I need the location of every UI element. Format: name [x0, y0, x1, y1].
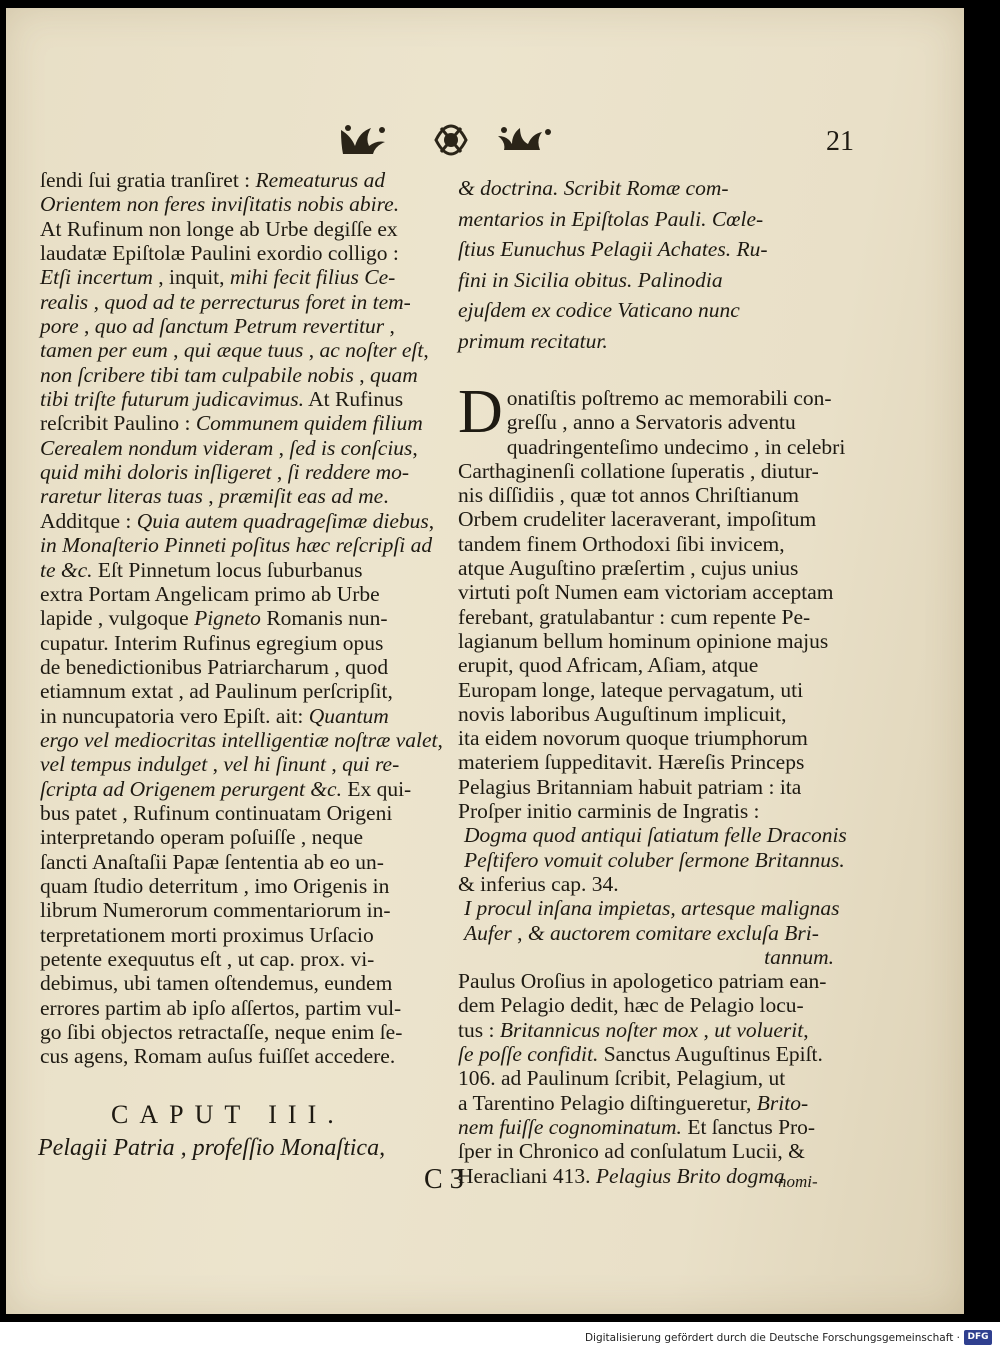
roman-text: quam ſtudio deterritum , imo Origenis in [40, 873, 390, 898]
roman-text: , [384, 314, 395, 339]
roman-text: terpretationem morti proximus Urſacio [40, 922, 374, 947]
text-line [40, 533, 433, 558]
italic-text: ſcripta ad Origenem perurgent &c. [40, 776, 342, 801]
roman-text: nis diſſidiis , quæ tot annos Chriſtianum [458, 483, 800, 508]
signature-mark: C 3 [424, 1164, 464, 1195]
roman-text: debimus, ubi tamen oſtendemus, eundem [40, 971, 393, 996]
roman-text: & inferius cap. 34. [458, 871, 619, 896]
italic-text: ejuſdem ex codice Vaticano nunc [458, 298, 740, 322]
italic-text: profeſſio Monaſtica [192, 1135, 380, 1161]
roman-text: interpretando operam poſuiſſe , neque [40, 825, 363, 850]
italic-text: tamen per eum [40, 338, 168, 363]
roman-text: cus agens, Romam auſus fuiſſet accedere. [40, 1044, 396, 1069]
roman-text: a Tarentino Pelagio diſtingueretur, [458, 1090, 757, 1115]
roman-text: atque Auguſtino præſertim , cujus unius [458, 556, 799, 581]
italic-text: Quia autem quadrageſimæ diebus [136, 508, 429, 533]
roman-text: Paulus Oroſius in apologetico patriam ean- [458, 969, 827, 994]
text-line [458, 969, 844, 993]
text-line [40, 338, 430, 362]
roman-text: , [271, 460, 288, 485]
text-line [458, 204, 844, 235]
italic-text: in Monaſterio Pinneti poſitus hæc reſcripſi ad [40, 533, 433, 558]
roman-text: Et ſanctus Pro- [681, 1114, 816, 1139]
italic-text: te &c. [40, 557, 93, 582]
italic-text: qui re- [342, 752, 400, 777]
page-number: 21 [826, 126, 854, 157]
roman-text: onatiſtis poſtremo ac memorabili con- [506, 386, 832, 410]
roman-text: At Rufinus [303, 387, 404, 412]
text-line [464, 823, 847, 848]
roman-text: , [273, 435, 290, 460]
italic-text: Britannicus noſter mox [499, 1017, 699, 1042]
text-line [458, 386, 844, 410]
roman-text: At Rufinum non longe ab Urbe degiſſe ex [40, 216, 398, 241]
italic-text: mentarios in Epiſtolas Pauli. Cœle- [458, 206, 764, 231]
roman-text: bus patet , Rufinum continuatam Origeni [40, 800, 393, 825]
text-line [458, 265, 844, 296]
text-line [458, 872, 844, 896]
roman-text: , [174, 1135, 193, 1161]
text-line [458, 295, 844, 326]
italic-text: non ſcribere tibi tam culpabile nobis [40, 362, 354, 387]
roman-text: librum Numerorum commentariorum in- [40, 898, 391, 923]
italic-text: tannum. [764, 944, 834, 969]
roman-text: , [303, 338, 320, 363]
italic-text: & doctrina. Scribit Romæ com- [458, 176, 729, 200]
text-line [40, 363, 430, 387]
roman-text: reſcribit Paulino : [40, 411, 196, 436]
text-line [40, 217, 430, 241]
text-line [458, 993, 844, 1017]
text-line [40, 265, 430, 289]
italic-text: fini in Sicilia obitus. Palinodia [458, 267, 723, 292]
text-line [40, 996, 430, 1020]
text-line [464, 921, 844, 945]
text-line [458, 556, 844, 580]
roman-text: , [78, 314, 95, 339]
text-line [458, 702, 844, 726]
roman-text: Romanis nun- [260, 606, 388, 631]
text-line [40, 436, 430, 460]
text-line [40, 971, 430, 995]
italic-text: ut voluerit [714, 1017, 804, 1042]
text-line [458, 678, 844, 702]
text-line [40, 290, 430, 314]
italic-text: Communem quidem filium [195, 411, 423, 436]
text-line [464, 896, 844, 920]
roman-text: petente exequutus eſt , ut cap. prox. vi- [40, 947, 375, 971]
text-line [40, 558, 430, 582]
text-line [40, 923, 430, 947]
text-line [40, 752, 430, 776]
roman-text: de benedictionibus Patriarcharum , quod [40, 654, 389, 679]
text-line [458, 326, 844, 357]
text-line [458, 1042, 844, 1066]
text-line [458, 234, 844, 265]
text-line [40, 947, 430, 971]
italic-text: Peſtifero vomuit coluber ſermone Britannus. [464, 847, 845, 872]
text-line [458, 410, 844, 434]
roman-text: Pelagius Britanniam habuit patriam : ita [458, 774, 802, 799]
roman-text: , [207, 752, 224, 777]
text-line [40, 727, 443, 752]
italic-text: ergo vel mediocritas intelligentiæ noſtræ valet [40, 727, 438, 752]
text-line [40, 241, 430, 265]
roman-text: errores partim ab ipſo aſſertos, partim vul- [40, 995, 402, 1020]
footer-credit: Digitalisierung gefördert durch die Deutsche Forschungsgemeinschaft · [584, 1332, 960, 1344]
text-line [458, 1091, 844, 1115]
roman-text: , [88, 289, 105, 314]
text-line [40, 801, 430, 825]
verse-quote-2-end [458, 945, 844, 969]
roman-text: Ex qui- [341, 776, 412, 801]
text-line [40, 655, 430, 679]
roman-text: , [428, 508, 435, 533]
roman-text: Sanctus Auguſtinus Epiſt. [598, 1042, 823, 1067]
italic-text: ſed is conſcius [289, 435, 413, 460]
text-line [40, 484, 430, 508]
text-line [464, 848, 844, 872]
italic-text: Orientem non feres inviſitatis nobis abire. [40, 192, 400, 217]
roman-text: , [167, 338, 184, 363]
text-line [40, 582, 430, 606]
dropcap: D [458, 378, 503, 446]
roman-text: , [698, 1017, 715, 1042]
text-line [458, 799, 844, 823]
roman-text: Additque : [40, 508, 137, 533]
text-line [38, 1136, 385, 1160]
italic-text: & auctorem comitare excluſa Bri- [527, 920, 819, 945]
italic-text: quam [370, 362, 418, 387]
text-line [458, 507, 844, 531]
text-line [458, 605, 844, 629]
text-line [458, 1018, 844, 1042]
italic-text: vel hi ſinunt [223, 752, 327, 777]
roman-text: ſendi ſui gratia tranſiret : [40, 168, 256, 192]
ornament-icon [336, 120, 566, 160]
roman-text: tus : [458, 1017, 500, 1042]
text-line [458, 1066, 844, 1090]
italic-text: mihi fecit filius Ce- [229, 265, 396, 290]
text-line [458, 483, 844, 507]
italic-text: nem fuiſſe cognominatum. [458, 1114, 682, 1139]
roman-text: virtuti poſt Numen eam victoriam acceptam [458, 580, 834, 605]
roman-text: extra Portam Angelicam primo ab Urbe [40, 581, 380, 606]
roman-text: , [379, 1135, 386, 1161]
roman-text: lapide , vulgoque [40, 606, 195, 631]
roman-text: Carthaginenſi collatione ſuperatis , diutur- [458, 458, 819, 483]
text-line [458, 1139, 844, 1163]
roman-text: Eſt Pinnetum locus ſuburbanus [92, 557, 363, 582]
text-line [40, 850, 430, 874]
roman-text: , [202, 484, 219, 509]
italic-text: I procul inſana impietas, artesque malignas [464, 896, 840, 921]
roman-text: etiamnum extat , ad Paulinum perſcripſit, [40, 679, 393, 704]
text-line [40, 704, 430, 728]
roman-text: Europam longe, lateque pervagatum, uti [458, 677, 804, 702]
italic-text: Quantum [308, 703, 389, 728]
roman-text: Heracliani 413. [458, 1163, 596, 1188]
italic-text: primum recitatur. [458, 328, 608, 353]
roman-text: , [423, 338, 429, 363]
roman-text: , [412, 435, 418, 460]
italic-text: qui æque tuus [183, 338, 304, 363]
roman-text: 106. ad Paulinum ſcribit, Pelagium, ut [458, 1066, 786, 1091]
roman-text: ita eidem novorum quoque triumphorum [458, 726, 808, 751]
roman-text: . [383, 484, 389, 509]
text-line [458, 775, 844, 799]
italic-text: Dogma quod antiqui ſatiatum felle Draconis [464, 823, 847, 848]
text-line [40, 777, 430, 801]
text-line [458, 173, 844, 204]
italic-text: Pelagii Patria [38, 1135, 175, 1161]
roman-text: laudatæ Epiſtolæ Paulini exordio colligo : [40, 241, 399, 266]
catchword: nomi- [778, 1172, 818, 1191]
text-line [40, 825, 430, 849]
right-paragraph-2 [458, 969, 844, 1188]
italic-text: ſtius Eunuchus Pelagii Achates. Ru- [458, 237, 768, 261]
text-line [458, 435, 844, 459]
italic-text: Pelagius Brito dogma [595, 1163, 785, 1188]
footer-bar [0, 1322, 1000, 1352]
roman-text: , [326, 752, 343, 777]
dfg-logo: DFG [964, 1330, 992, 1345]
right-column [458, 173, 847, 1188]
italic-text: raretur literas tuas [40, 484, 203, 509]
chapter-subtitle-continued [458, 173, 844, 356]
roman-text: novis laboribus Auguſtinum implicuit, [458, 701, 787, 726]
text-line [458, 945, 834, 969]
text-line [40, 606, 430, 630]
italic-text: Pigneto [194, 606, 261, 631]
text-line [40, 168, 430, 192]
italic-text: tibi triſte futurum judicavimus. [40, 387, 304, 412]
right-paragraph-1 [458, 378, 846, 824]
right-column-body [458, 378, 847, 1188]
italic-text: vel tempus indulget [40, 752, 208, 777]
text-line [458, 1115, 844, 1139]
italic-text: ſi reddere mo- [287, 460, 410, 485]
text-line [458, 750, 844, 774]
italic-text: ſe poſſe confidit. [458, 1042, 599, 1067]
roman-text: cupatur. Interim Rufinus egregium opus [40, 630, 384, 655]
italic-text: Remeaturus ad [255, 168, 386, 192]
roman-text: , [353, 362, 371, 387]
roman-text: Orbem crudeliter laceraverant, impoſitum [458, 507, 817, 532]
italic-text: realis [40, 289, 89, 314]
roman-text: in nuncupatoria vero Epiſt. ait: [40, 703, 309, 728]
text-line [40, 1020, 430, 1044]
roman-text: , [511, 920, 528, 945]
book-page [6, 8, 964, 1314]
text-line [458, 726, 844, 750]
roman-text: ferebant, gratulabantur : cum repente Pe- [458, 604, 811, 629]
text-line [40, 460, 430, 484]
roman-text: lagianum bellum hominum opinione majus [458, 628, 829, 653]
text-line [40, 1044, 430, 1068]
roman-text: , inquit, [152, 265, 230, 290]
italic-text: quod ad te perrecturus foret in tem- [104, 289, 411, 314]
italic-text: quo ad ſanctum Petrum revertitur [94, 314, 385, 339]
italic-text: Brito- [756, 1090, 809, 1115]
text-line [40, 679, 430, 703]
left-column [40, 168, 443, 1069]
roman-text: quadringenteſimo undecimo , in celebri [506, 434, 846, 459]
text-line [40, 314, 430, 338]
roman-text: go ſibi objectos retractaſſe, neque enim ſe- [40, 1020, 403, 1045]
text-line [458, 532, 844, 556]
chapter-heading: CAPUT III. [111, 1100, 345, 1129]
roman-text: erupit, quod Africam, Aſiam, atque [458, 653, 759, 678]
roman-text: ſper in Chronico ad conſulatum Lucii, & [458, 1139, 805, 1164]
chapter-subtitle [38, 1136, 385, 1160]
text-line [458, 653, 844, 677]
italic-text: pore [40, 314, 79, 339]
text-line [40, 508, 435, 533]
text-line [40, 631, 430, 655]
italic-text: ac noſter eſt [319, 338, 424, 363]
roman-text: , [437, 727, 443, 752]
italic-text: Etſi incertum [40, 265, 153, 290]
italic-text: quid mihi doloris inſligeret [40, 460, 272, 485]
text-line [458, 629, 844, 653]
roman-text: greſſu , anno a Servatoris adventu [506, 410, 796, 435]
roman-text: dem Pelagio dedit, hæc de Pelagio locu- [458, 993, 804, 1018]
text-line [40, 192, 430, 216]
text-line [458, 580, 844, 604]
roman-text: , [803, 1017, 809, 1042]
text-line [40, 874, 430, 898]
roman-text: materiem ſuppeditavit. Hæreſis Princeps [458, 750, 805, 775]
italic-text: Cerealem nondum videram [40, 435, 274, 460]
text-line [458, 459, 844, 483]
italic-text: Aufer [464, 920, 512, 945]
verse-quote-2 [458, 896, 844, 945]
text-line [40, 387, 430, 411]
interlude-line [458, 872, 844, 896]
roman-text: tandem finem Orthodoxi ſibi invicem, [458, 531, 785, 556]
text-line [40, 411, 430, 435]
italic-text: præmiſit eas ad me [218, 484, 384, 509]
text-line [40, 898, 430, 922]
verse-quote-1 [458, 823, 847, 872]
roman-text: Proſper initio carminis de Ingratis : [458, 799, 760, 824]
roman-text: ſancti Anaſtaſii Papæ ſententia ab eo un- [40, 849, 384, 874]
